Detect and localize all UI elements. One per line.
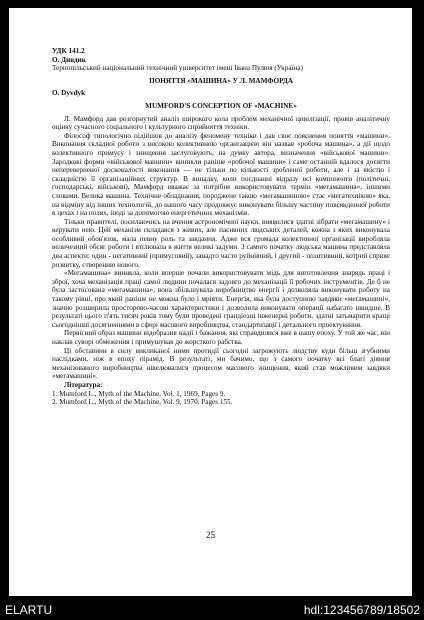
- paragraph: «Мегамашина» виникла, коли вперше почали використовувати мідь для виготовлення знарядь праці і зброї, хоча механізація праці самої людини почалася задовго до механізації її робочих інструментів. Де б не була застосована «мегамашина», вона збільшувала виробництво енергії і дозволяла виконувати роботу на такому рівні, про який раніше не можна було і мріяти. Енергія, яка була доступною завдяки «мегамашині», значно розширила просторово-часові характеристики і дозволила виконувати операції набагато швидше. В результаті цього п'ять тисяч років тому були проведені грандіозні інженерні роботи, здатні затьмарити кращі сьогоднішні досягненнями в сфері масового виробництва, стандартизації і детального проектування.: [52, 269, 390, 329]
- reference-item: 1. Mumford L., Myth of the Machine, Vol. 1, 1969, Pages 9.: [52, 389, 226, 398]
- author-ua: О. Дивдик: [52, 55, 86, 64]
- author-en: O. Dyvdyk: [52, 89, 86, 98]
- paragraph: Філософ типологічно підійшов до аналізу феномену техніки і дав своє пояснення поняття «машини». Виконання складної роботи з високою колективною організацією він назвав «робоча машина», а дії щодо колективного примусу і знищення заслуговують, на думку автора, визначення «військової машини». Зародкові форми «військової машини» виникли раніше «робочої машини» і саме останній вдалося досягти непереверненої досконалості виконання — не тільки по кількості зробленої роботи, але і за якістю і складністю її організаційних структур. В випадку, коли поєднанні відразу всі компоненти (політичні, господарські, військові), Мамфорд вважає за потрібне використовувати термін «мегамашина», іншими словами, Велика машина. Технічне обладнання, породжене такою «мегамашиною» стає «мегатехнікою» яка, на відміну від інших технологій, до нашого часу продовжує виконувати більшу частину повсякденної роботи в цехах і на полях, іноді за допомогою енергетичних механізмів.: [52, 131, 390, 218]
- document-page: [9, 8, 412, 596]
- paragraph: Ці обставини в силу викликаної ними протидії сьогодні загрожують людству куди більш згубними наслідками, ніж в епоху пірамід. В результаті, ми бачимо, що з самого початку всі благі діяння механізованого виробництва нівелювалися процесом масового знищення, який став можливим завдяки «мегамашині».: [52, 346, 390, 381]
- repository-label: ELARTU: [5, 603, 53, 617]
- paragraph: Первісний образ машини відобразив надії і бажання, які справдилися вже в нашу епоху. У той же час, він наклав суворі обмеження і примушував до жорсткого рабства.: [52, 329, 390, 346]
- references-heading: Література:: [64, 380, 103, 389]
- handle-identifier: hdl:123456789/18502: [303, 603, 420, 617]
- page-number: 25: [206, 530, 215, 540]
- title-ua: ПОНЯТТЯ «МАШИНА» У Л. МАМФОРДА: [149, 76, 293, 85]
- udk-code: УДК 141.2: [52, 47, 85, 55]
- paragraph: Л. Мамфорд дав розгорнутий аналіз широкого кола проблем механічної цивілізації, провів аналітичну оцінку сучасного соціального і культурного сприйняття техніки.: [52, 114, 390, 132]
- paragraph: Тільки правителі, посилаючись на вчення астрономічної науки, виявилися здатні зібрати «мегамашину» і керувати нею. Цей механізм складався з живих, але пасивних людських деталей, кожна з яких виконувала особливий обов'язок, мала певну роль та завдання. Адже вся громада колективної організації виробляла величезний обсяг роботи і втілювала в життя великі задуми. З самого початку людська машина представляла два аспекти: один - негативний (примусовий), занадто часто руйнівний, і другий - позитивний, котрий сприяє розвитку, створенню нового.: [52, 217, 390, 269]
- reference-item: 2. Mumford L., Myth of the Machine, Vol. 9, 1970, Pages 155.: [52, 398, 233, 407]
- affiliation: Тернопільський національний технічний університет імені Івана Пулюя (Україна): [52, 64, 303, 73]
- footer-bar: [0, 600, 424, 620]
- title-en: MUMFORD'S CONCEPTION OF «MACHINE»: [145, 101, 297, 110]
